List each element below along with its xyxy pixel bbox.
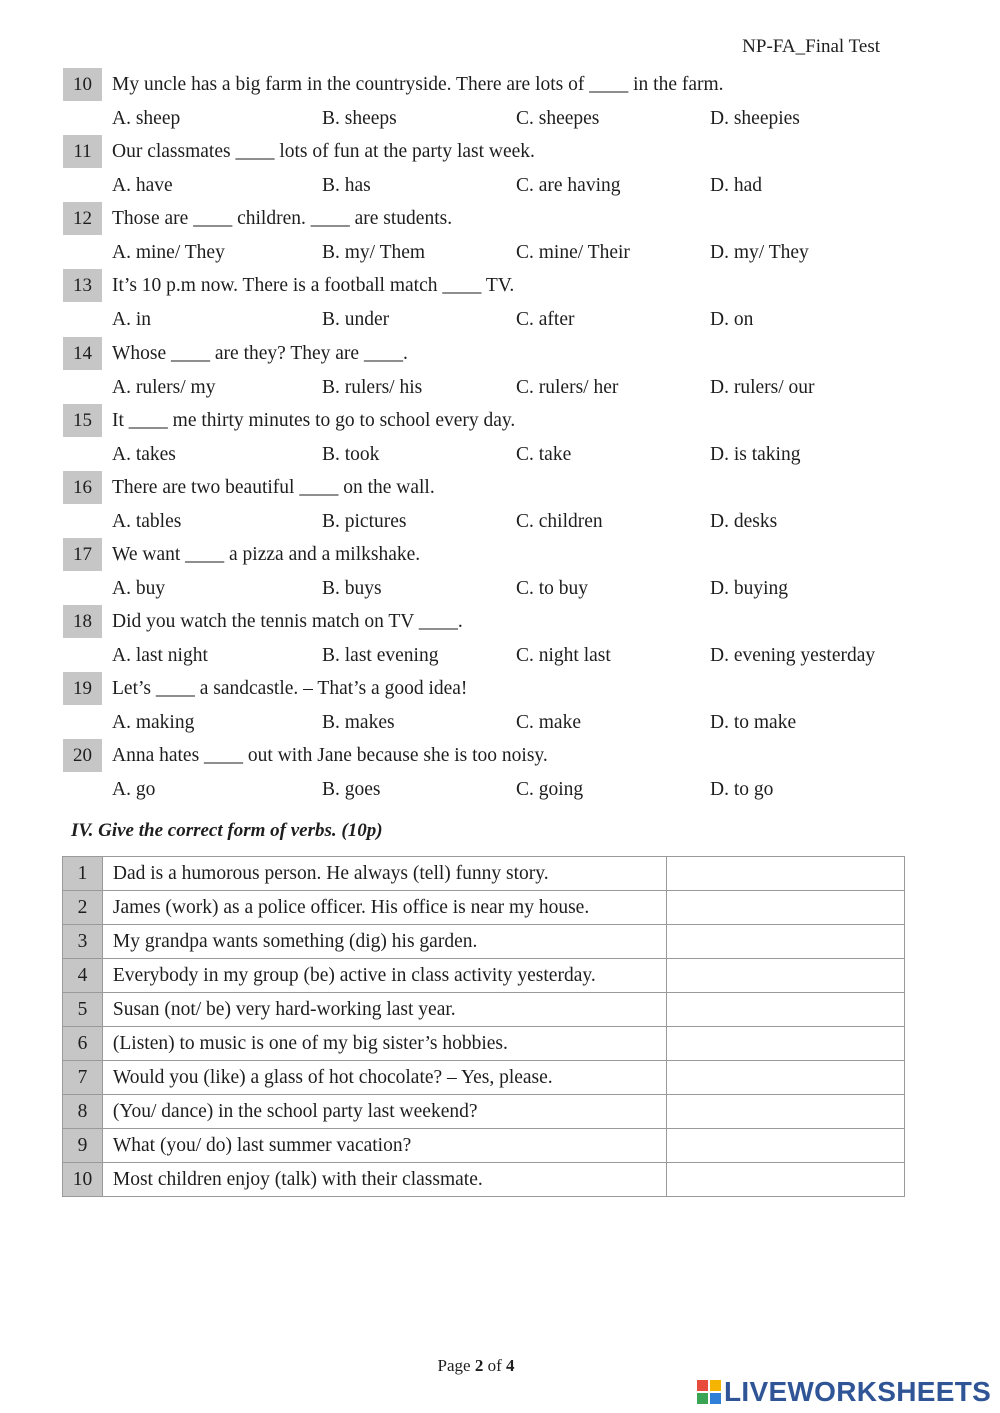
option-b[interactable]: B. my/ Them: [322, 242, 426, 263]
page-label: Page: [437, 1356, 471, 1375]
row-number: 3: [63, 925, 103, 959]
question-row: [63, 538, 933, 571]
option-c[interactable]: C. children: [516, 511, 603, 532]
option-b[interactable]: B. under: [322, 309, 390, 330]
option-b[interactable]: B. pictures: [322, 511, 407, 532]
option-d[interactable]: D. rulers/ our: [710, 377, 815, 398]
option-b[interactable]: B. took: [322, 444, 380, 465]
answer-cell[interactable]: [667, 1027, 905, 1061]
answer-cell[interactable]: [667, 959, 905, 993]
row-sentence: Susan (not/ be) very hard-working last year.: [102, 993, 667, 1027]
option-c[interactable]: C. mine/ Their: [516, 242, 630, 263]
option-b[interactable]: B. has: [322, 175, 371, 196]
logo-text: LIVEWORKSHEETS: [724, 1376, 992, 1407]
option-c[interactable]: C. going: [516, 779, 584, 800]
question-row: [63, 135, 933, 168]
question-row: [63, 605, 933, 638]
logo-square-red: [697, 1380, 708, 1391]
option-a[interactable]: A. rulers/ my: [112, 377, 216, 398]
table-row: [63, 1095, 905, 1129]
of-label: of: [487, 1356, 502, 1375]
option-b[interactable]: B. rulers/ his: [322, 377, 423, 398]
logo-square-blue: [710, 1393, 721, 1404]
row-sentence: My grandpa wants something (dig) his garden.: [102, 925, 667, 959]
row-sentence: (Listen) to music is one of my big sister’s hobbies.: [102, 1027, 667, 1061]
option-c[interactable]: C. take: [516, 444, 572, 465]
row-sentence: Dad is a humorous person. He always (tell) funny story.: [102, 857, 667, 891]
answer-cell[interactable]: [667, 1129, 905, 1163]
option-d[interactable]: D. evening yesterday: [710, 645, 876, 666]
row-number: 5: [63, 993, 103, 1027]
table-row: [63, 1027, 905, 1061]
option-d[interactable]: D. is taking: [710, 444, 801, 465]
answer-cell[interactable]: [667, 1095, 905, 1129]
question-text: There are two beautiful ____ on the wall.: [112, 477, 435, 498]
row-sentence: (You/ dance) in the school party last weekend?: [102, 1095, 667, 1129]
question-row: [63, 404, 933, 437]
row-sentence: What (you/ do) last summer vacation?: [102, 1129, 667, 1163]
answer-cell[interactable]: [667, 891, 905, 925]
question-number: 10: [63, 68, 102, 101]
question-row: [63, 269, 933, 302]
option-c[interactable]: C. rulers/ her: [516, 377, 619, 398]
option-b[interactable]: B. buys: [322, 578, 382, 599]
option-a[interactable]: A. have: [112, 175, 173, 196]
option-d[interactable]: D. had: [710, 175, 762, 196]
logo-squares-icon: [697, 1380, 721, 1404]
table-row: [63, 959, 905, 993]
question-text: It ____ me thirty minutes to go to school every day.: [112, 410, 516, 431]
option-d[interactable]: D. to make: [710, 712, 797, 733]
row-number: 4: [63, 959, 103, 993]
question-number: 17: [63, 538, 102, 571]
option-c[interactable]: C. after: [516, 309, 575, 330]
option-c[interactable]: C. are having: [516, 175, 621, 196]
question-number: 15: [63, 404, 102, 437]
option-c[interactable]: C. make: [516, 712, 581, 733]
question-row: [63, 471, 933, 504]
table-row: [63, 891, 905, 925]
option-b[interactable]: B. sheeps: [322, 108, 397, 129]
question-text: We want ____ a pizza and a milkshake.: [112, 544, 421, 565]
option-a[interactable]: A. making: [112, 712, 195, 733]
table-row: [63, 1061, 905, 1095]
question-row: [63, 337, 933, 370]
option-d[interactable]: D. my/ They: [710, 242, 809, 263]
row-sentence: James (work) as a police officer. His office is near my house.: [102, 891, 667, 925]
option-d[interactable]: D. buying: [710, 578, 788, 599]
question-row: [63, 68, 933, 101]
logo-square-green: [697, 1393, 708, 1404]
question-text: Those are ____ children. ____ are students.: [112, 208, 453, 229]
option-c[interactable]: C. to buy: [516, 578, 589, 599]
option-b[interactable]: B. last evening: [322, 645, 439, 666]
verb-form-table: [62, 856, 905, 1197]
answer-cell[interactable]: [667, 1061, 905, 1095]
table-row: [63, 1129, 905, 1163]
option-c[interactable]: C. sheepes: [516, 108, 600, 129]
page-footer: [0, 1356, 952, 1376]
total-pages: 4: [505, 1356, 515, 1375]
option-a[interactable]: A. mine/ They: [112, 242, 225, 263]
answer-cell[interactable]: [667, 925, 905, 959]
question-number: 20: [63, 739, 102, 772]
table-row: [63, 925, 905, 959]
row-sentence: Most children enjoy (talk) with their classmate.: [102, 1163, 667, 1197]
question-number: 12: [63, 202, 102, 235]
row-sentence: Everybody in my group (be) active in class activity yesterday.: [102, 959, 667, 993]
question-row: [63, 202, 933, 235]
current-page: 2: [474, 1356, 484, 1375]
option-d[interactable]: D. on: [710, 309, 754, 330]
question-text: Our classmates ____ lots of fun at the party last week.: [112, 141, 535, 162]
row-number: 1: [63, 857, 103, 891]
question-number: 19: [63, 672, 102, 705]
row-number: 6: [63, 1027, 103, 1061]
option-a[interactable]: A. takes: [112, 444, 176, 465]
option-d[interactable]: D. to go: [710, 779, 774, 800]
document-header: NP-FA_Final Test: [742, 36, 880, 57]
row-sentence: Would you (like) a glass of hot chocolate? – Yes, please.: [102, 1061, 667, 1095]
question-text: Whose ____ are they? They are ____.: [112, 343, 408, 364]
answer-cell[interactable]: [667, 857, 905, 891]
table-row: [63, 1163, 905, 1197]
option-c[interactable]: C. night last: [516, 645, 611, 666]
option-a[interactable]: A. in: [112, 309, 151, 330]
question-text: Let’s ____ a sandcastle. – That’s a good idea!: [112, 678, 468, 699]
option-d[interactable]: D. desks: [710, 511, 778, 532]
row-number: 8: [63, 1095, 103, 1129]
row-number: 2: [63, 891, 103, 925]
logo-square-yellow: [710, 1380, 721, 1391]
question-text: Did you watch the tennis match on TV ____.: [112, 611, 463, 632]
option-a[interactable]: A. last night: [112, 645, 208, 666]
section-title: IV. Give the correct form of verbs. (10p): [71, 820, 383, 841]
option-a[interactable]: A. sheep: [112, 108, 181, 129]
table-row: [63, 857, 905, 891]
table-row: [63, 993, 905, 1027]
question-row: [63, 739, 933, 772]
row-number: 10: [63, 1163, 103, 1197]
row-number: 9: [63, 1129, 103, 1163]
answer-cell[interactable]: [667, 1163, 905, 1197]
question-text: Anna hates ____ out with Jane because she is too noisy.: [112, 745, 548, 766]
question-number: 16: [63, 471, 102, 504]
option-b[interactable]: B. goes: [322, 779, 381, 800]
option-a[interactable]: A. go: [112, 779, 156, 800]
option-d[interactable]: D. sheepies: [710, 108, 800, 129]
question-number: 13: [63, 269, 102, 302]
option-b[interactable]: B. makes: [322, 712, 395, 733]
answer-cell[interactable]: [667, 993, 905, 1027]
question-number: 14: [63, 337, 102, 370]
question-text: My uncle has a big farm in the countryside. There are lots of ____ in the farm.: [112, 74, 724, 95]
row-number: 7: [63, 1061, 103, 1095]
option-a[interactable]: A. tables: [112, 511, 182, 532]
question-text: It’s 10 p.m now. There is a football match ____ TV.: [112, 275, 515, 296]
option-a[interactable]: A. buy: [112, 578, 166, 599]
question-number: 18: [63, 605, 102, 638]
question-number: 11: [63, 135, 102, 168]
question-row: [63, 672, 933, 705]
